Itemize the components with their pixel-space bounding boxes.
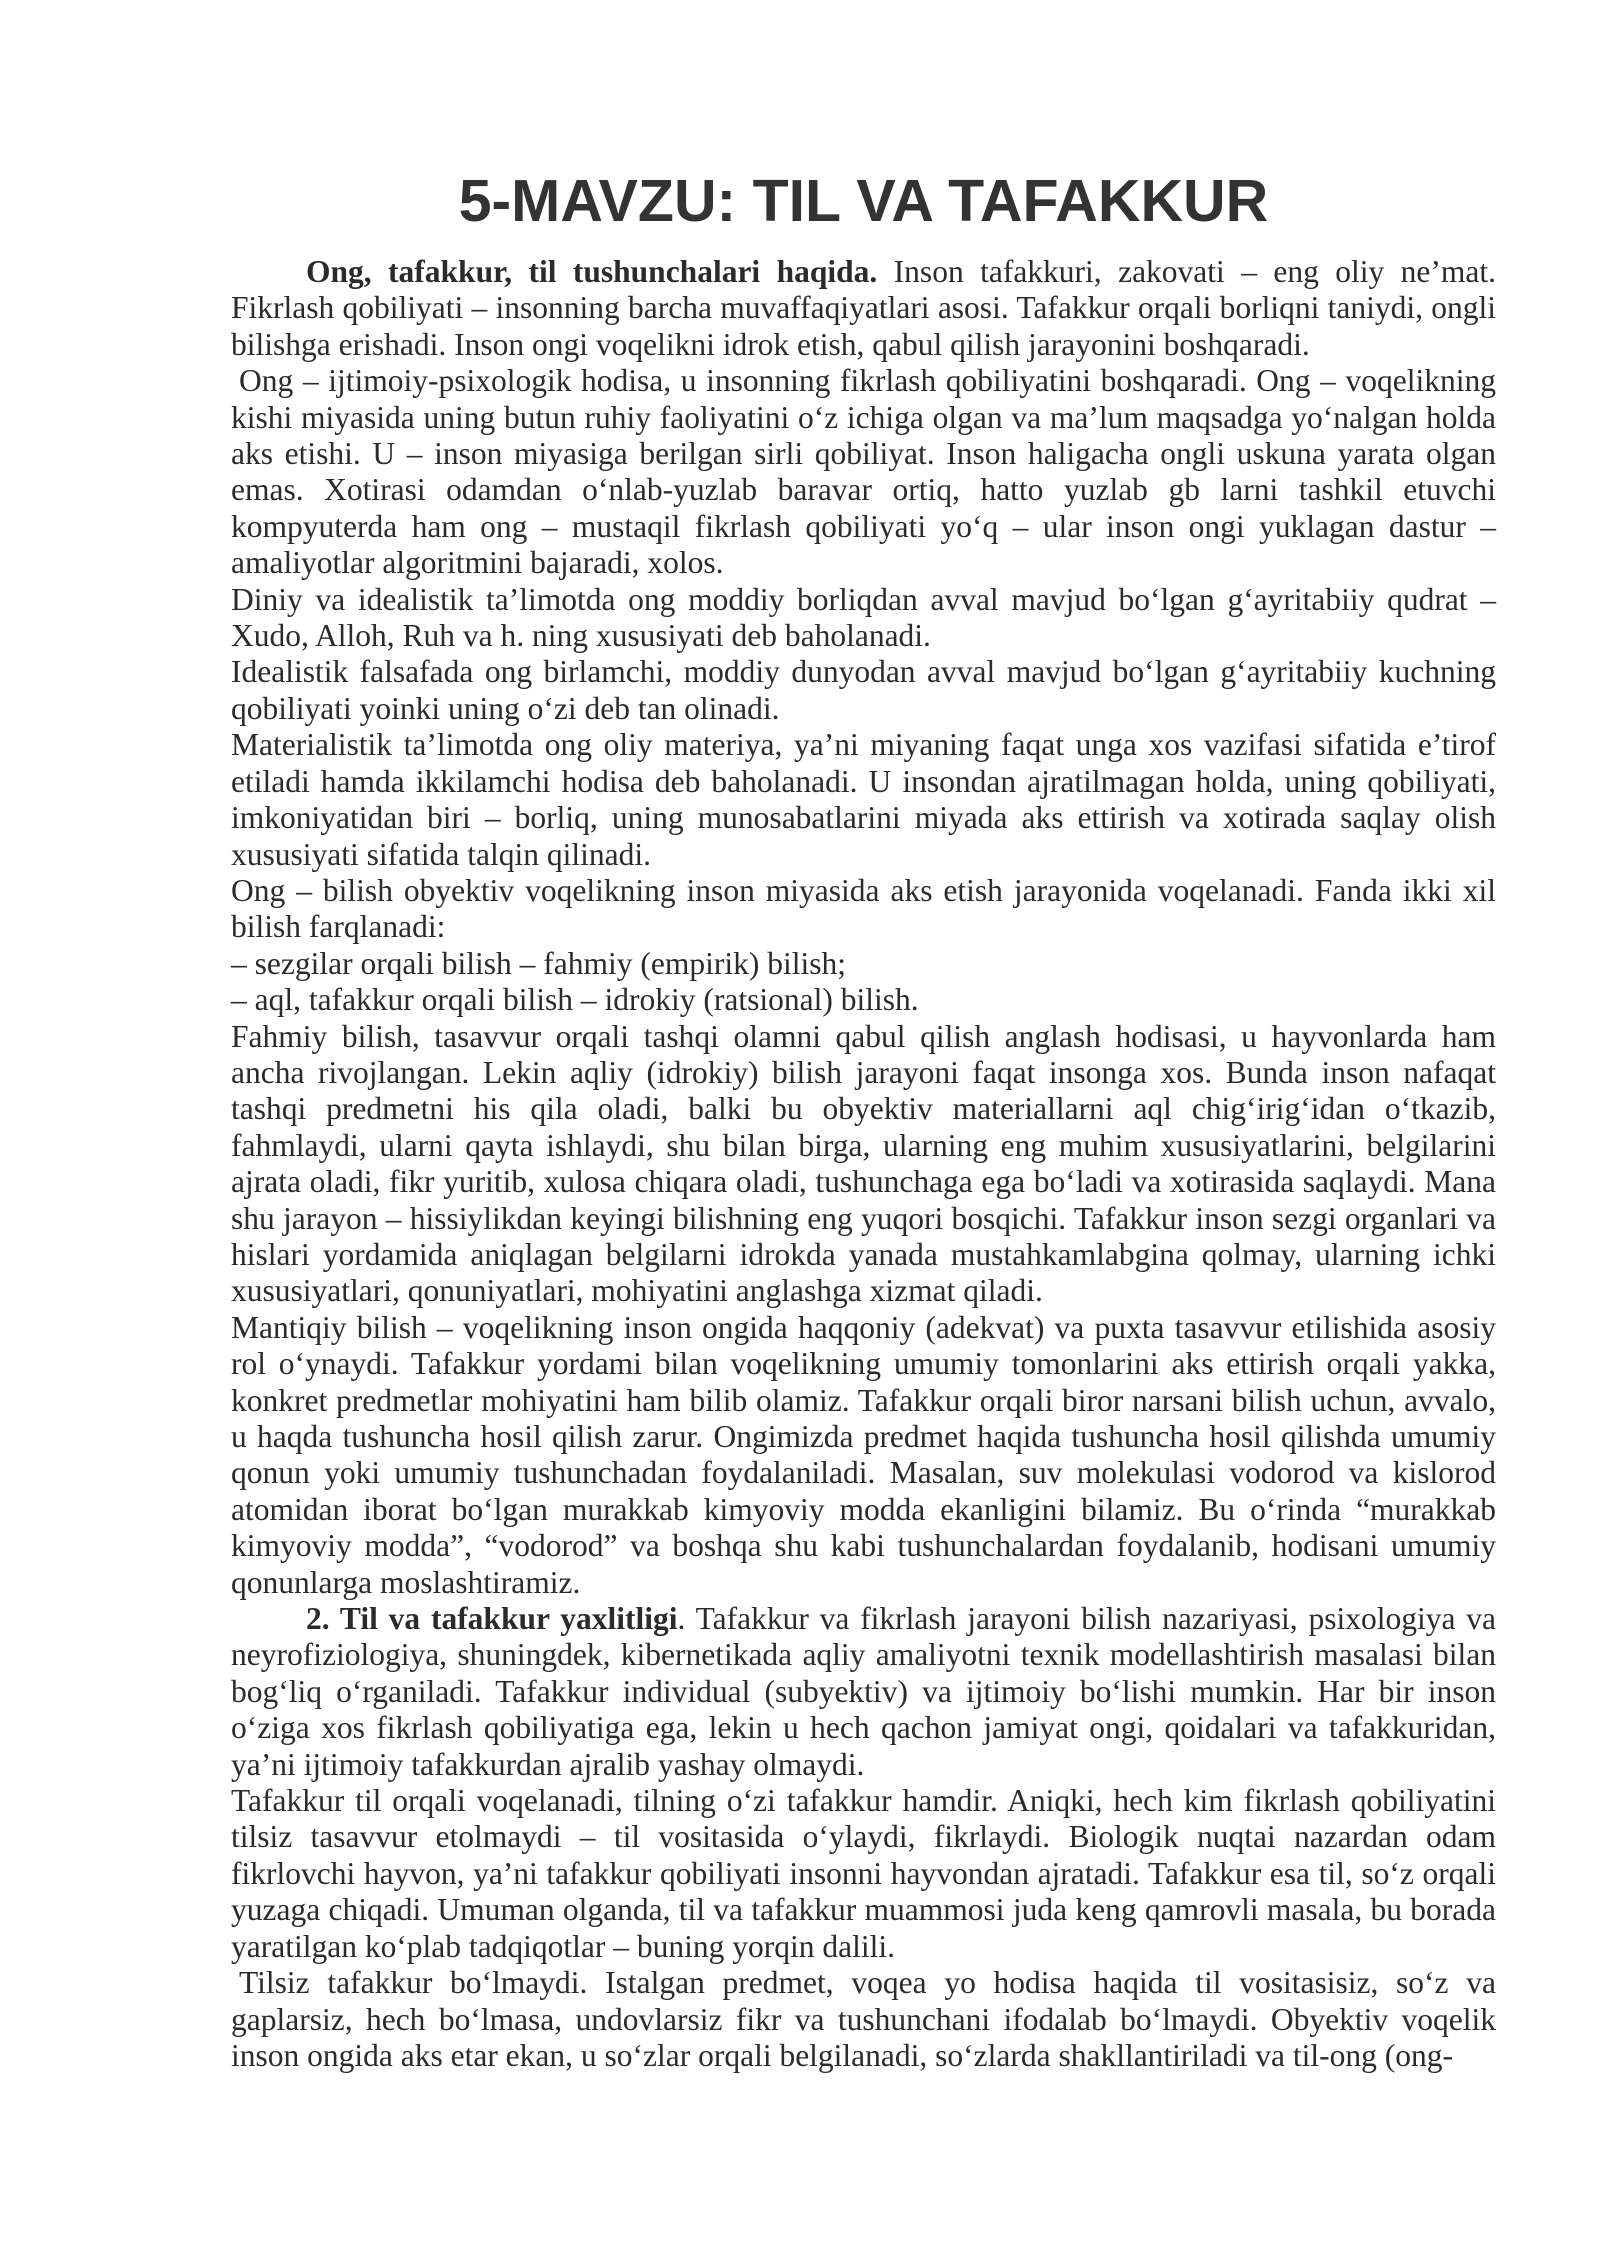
paragraph: Ong – ijtimoiy-psixologik hodisa, u insonning fikrlash qobiliyatini boshqaradi. Ong – voqelikning kishi miyasida uning butun ruhiy faoliyatini o‘z ichiga olgan va ma’lum maqsadga yo‘nalgan holda aks etishi. U – inson miyasiga berilgan sirli qobiliyat. Inson haligacha ongli uskuna yarata olgan emas. Xotirasi odamdan o‘nlab-yuzlab baravar ortiq, hatto yuzlab gb larni tashkil etuvchi kompyuterda ham ong – mustaqil fikrlash qobiliyati yo‘q – ular inson ongi yuklagan dastur – amaliyotlar algoritmini bajaradi, xolos.	[231, 363, 1496, 581]
list-item: – aql, tafakkur orqali bilish – idrokiy (ratsional) bilish.	[231, 982, 919, 1018]
document-title: 5-MAVZU: TIL VA TAFAKKUR	[458, 168, 1269, 234]
paragraph: Ong – bilish obyektiv voqelikning inson miyasida aks etish jarayonida voqelanadi. Fanda ikki xil bilish farqlanadi:	[231, 872, 1496, 945]
paragraph-text: Inson tafakkuri, zakovati – eng oliy ne’mat. Fikrlash qobiliyati – insonning barcha muvaffaqiyatlari asosi. Tafakkur orqali borliqni taniydi, ongli bilishga erishadi. Inson ongi voqelikni idrok etish, qabul qilish jarayonini boshqaradi.	[231, 254, 1496, 362]
paragraph-text: . Tafakkur va fikrlash jarayoni bilish nazariyasi, psixologiya va neyrofiziologiya, shuningdek, kibernetikada aqliy amaliyotni texnik modellashtirish masalasi bilan bog‘liq o‘rganiladi. Tafakkur individual (subyektiv) va ijtimoiy bo‘lishi mumkin. Har bir inson o‘ziga xos fikrlash qobiliyatiga ega, lekin u hech qachon jamiyat ongi, qoidalari va tafakkuridan, ya’ni ijtimoiy tafakkurdan ajralib yashay olmaydi.	[231, 1601, 1496, 1782]
paragraph: Idealistik falsafada ong birlamchi, moddiy dunyodan avval mavjud bo‘lgan g‘ayritabiiy kuchning qobiliyati yoinki uning o‘zi deb tan olinadi.	[231, 654, 1496, 726]
paragraph: Tafakkur til orqali voqelanadi, tilning o‘zi tafakkur hamdir. Aniqki, hech kim fikrlash qobiliyatini tilsiz tasavvur etolmaydi – til vositasida o‘ylaydi, fikrlaydi. Biologik nuqtai nazardan odam fikrlovchi hayvon, ya’ni tafakkur qobiliyati insonni hayvondan ajratadi. Tafakkur esa til, so‘z orqali yuzaga chiqadi. Umuman olganda, til va tafakkur muammosi juda keng qamrovli masala, bu borada yaratilgan ko‘plab tadqiqotlar – buning yorqin dalili.	[231, 1783, 1496, 1964]
paragraph: Materialistik ta’limotda ong oliy materiya, ya’ni miyaning faqat unga xos vazifasi sifatida e’tirof etiladi hamda ikkilamchi hodisa deb baholanadi. U insondan ajratilmagan holda, uning qobiliyati, imkoniyatidan biri – borliq, uning munosabatlarini miyada aks ettirish va xotirada saqlay olish xususiyati sifatida talqin qilinadi.	[231, 727, 1496, 872]
paragraph	[231, 1601, 1496, 1783]
section-heading: Ong, tafakkur, til tushunchalari haqida.	[306, 254, 878, 289]
section-heading: 2. Til va tafakkur yaxlitligi	[306, 1601, 678, 1637]
paragraph: Tilsiz tafakkur bo‘lmaydi. Istalgan predmet, voqea yo hodisa haqida til vositasisiz, so‘z va gaplarsiz, hech bo‘lmasa, undovlarsiz fikr va tushunchani ifodalab bo‘lmaydi. Obyektiv voqelik inson ongida aks etar ekan, u so‘zlar orqali belgilanadi, so‘zlarda shakllantiriladi va til-ong (ong-	[231, 1965, 1496, 2073]
paragraph: Fahmiy bilish, tasavvur orqali tashqi olamni qabul qilish anglash hodisasi, u hayvonlarda ham ancha rivojlangan. Lekin aqliy (idrokiy) bilish jarayoni faqat insonga xos. Bunda inson nafaqat tashqi predmetni his qila oladi, balki bu obyektiv materiallarni aql chig‘irig‘idan o‘tkazib, fahmlaydi, ularni qayta ishlaydi, shu bilan birga, ularning eng muhim xususiyatlarini, belgilarini ajrata oladi, fikr yuritib, xulosa chiqara oladi, tushunchaga ega bo‘ladi va xotirasida saqlaydi. Mana shu jarayon – hissiylikdan keyingi bilishning eng yuqori bosqichi. Tafakkur inson sezgi organlari va hislari yordamida aniqlagan belgilarni idrokda yanada mustahkamlabgina qolmay, ularning ichki xususiyatlari, qonuniyatlari, mohiyatini anglashga xizmat qiladi.	[231, 1018, 1496, 1309]
document-body	[231, 166, 1496, 2074]
list-item: – sezgilar orqali bilish – fahmiy (empirik) bilish;	[231, 945, 847, 981]
paragraph: Diniy va idealistik ta’limotda ong moddiy borliqdan avval mavjud bo‘lgan g‘ayritabiiy qudrat – Xudo, Alloh, Ruh va h. ning xususiyati deb baholanadi.	[231, 581, 1496, 654]
paragraph	[231, 254, 1496, 363]
paragraph: Mantiqiy bilish – voqelikning inson ongida haqqoniy (adekvat) va puxta tasavvur etilishida asosiy rol o‘ynaydi. Tafakkur yordami bilan voqelikning umumiy tomonlarini aks ettirish orqali yakka, konkret predmetlar mohiyatini ham bilib olamiz. Tafakkur orqali biror narsani bilish uchun, avvalo, u haqda tushuncha hosil qilish zarur. Ongimizda predmet haqida tushuncha hosil qilishda umumiy qonun yoki umumiy tushunchadan foydalaniladi. Masalan, suv molekulasi vodorod va kislorod atomidan iborat bo‘lgan murakkab kimyoviy modda ekanligini bilamiz. Bu o‘rinda “murakkab kimyoviy modda”, “vodorod” va boshqa shu kabi tushunchalardan foydalanib, hodisani umumiy qonunlarga moslashtiramiz.	[231, 1309, 1496, 1600]
